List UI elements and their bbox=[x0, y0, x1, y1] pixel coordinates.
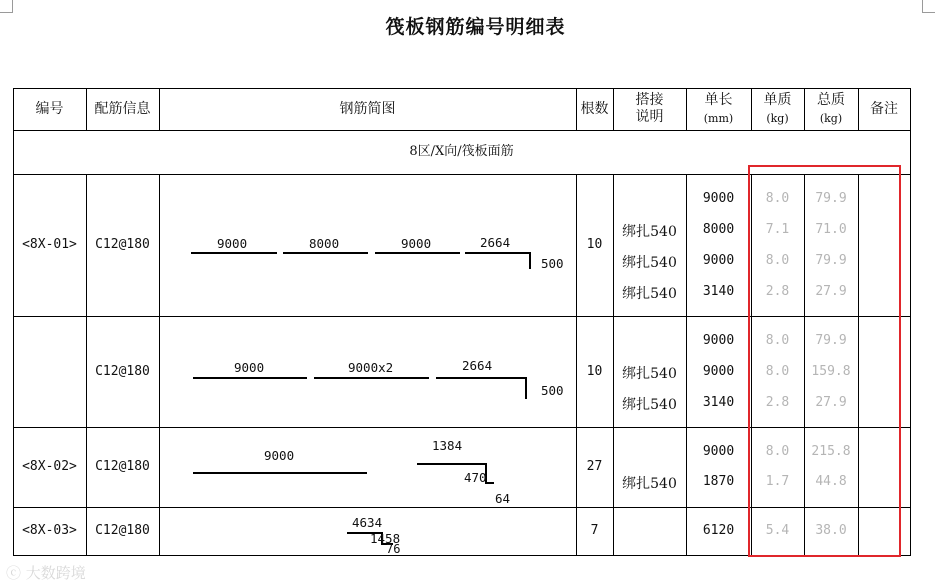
total-mass: 79.9 bbox=[815, 191, 847, 206]
unit-length: 6120 bbox=[702, 523, 735, 538]
header-diagram: 钢筋简图 bbox=[339, 101, 396, 117]
header-rebar-info: 配筋信息 bbox=[94, 101, 151, 117]
col-divider bbox=[159, 174, 160, 556]
rebar-segment bbox=[191, 252, 277, 254]
segment-length-label: 9000x2 bbox=[348, 360, 394, 375]
header-divider bbox=[13, 130, 911, 131]
rebar-segment bbox=[465, 252, 531, 254]
header-lap-bottom: 说明 bbox=[635, 109, 664, 125]
rebar-segment bbox=[193, 377, 307, 379]
highlight-box bbox=[748, 165, 901, 557]
header-unit-mass: 单质 bbox=[763, 92, 792, 108]
total-mass: 38.0 bbox=[815, 523, 847, 538]
unit-length: 9000 bbox=[702, 253, 735, 268]
header-id: 编号 bbox=[35, 101, 64, 117]
header-length-unit: (mm) bbox=[703, 112, 734, 125]
header-lap-top: 搭接 bbox=[635, 92, 664, 108]
segment-length-label: 500 bbox=[541, 256, 564, 271]
unit-mass: 2.8 bbox=[765, 395, 790, 410]
header-total-mass: 总质 bbox=[817, 92, 845, 108]
segment-length-label: 76 bbox=[386, 542, 401, 556]
rebar-info: C12@180 bbox=[95, 237, 150, 252]
lap-note: 绑扎540 bbox=[622, 255, 677, 271]
lap-note: 绑扎540 bbox=[622, 397, 677, 413]
rebar-segment bbox=[193, 472, 367, 474]
table-border-top bbox=[13, 88, 911, 89]
total-mass: 27.9 bbox=[815, 395, 847, 410]
segment-length-label: 1458 bbox=[370, 531, 401, 546]
unit-mass: 8.0 bbox=[765, 444, 790, 459]
unit-length: 3140 bbox=[702, 284, 735, 299]
lap-note: 绑扎540 bbox=[622, 286, 677, 302]
segment-length-label: 500 bbox=[541, 383, 564, 398]
lap-note: 绑扎540 bbox=[622, 366, 677, 382]
lap-note: 绑扎540 bbox=[622, 476, 677, 492]
unit-length: 1870 bbox=[702, 474, 735, 489]
segment-length-label: 9000 bbox=[234, 360, 265, 375]
table-border-right bbox=[910, 88, 911, 556]
unit-length: 9000 bbox=[702, 191, 735, 206]
segment-length-label: 9000 bbox=[401, 236, 432, 251]
page-title: 筏板钢筋编号明细表 bbox=[385, 16, 566, 38]
total-mass: 71.0 bbox=[815, 222, 847, 237]
rebar-segment bbox=[417, 463, 487, 465]
rebar-segment bbox=[375, 252, 460, 254]
header-length: 单长 bbox=[704, 92, 733, 108]
segment-length-label: 4634 bbox=[352, 515, 383, 530]
unit-length: 8000 bbox=[702, 222, 735, 237]
total-mass: 27.9 bbox=[815, 284, 847, 299]
rebar-bend bbox=[525, 377, 527, 399]
unit-length: 9000 bbox=[702, 333, 735, 348]
rebar-segment bbox=[283, 252, 368, 254]
rebar-count: 10 bbox=[586, 237, 603, 252]
total-mass: 79.9 bbox=[815, 253, 847, 268]
rebar-count: 27 bbox=[586, 459, 603, 474]
rebar-count: 7 bbox=[590, 523, 599, 538]
segment-length-label: 1384 bbox=[432, 438, 463, 453]
unit-length: 9000 bbox=[702, 444, 735, 459]
rebar-segment bbox=[314, 377, 429, 379]
rebar-count: 10 bbox=[586, 364, 603, 379]
segment-length-label: 8000 bbox=[309, 236, 340, 251]
segment-length-label: 2664 bbox=[462, 358, 493, 373]
total-mass: 79.9 bbox=[815, 333, 847, 348]
unit-mass: 1.7 bbox=[765, 474, 790, 489]
header-unit-mass-unit: (kg) bbox=[766, 112, 789, 125]
rebar-bend bbox=[529, 252, 531, 269]
unit-mass: 7.1 bbox=[765, 222, 790, 237]
segment-length-label: 470 bbox=[464, 470, 487, 485]
segment-length-label: 2664 bbox=[480, 235, 511, 250]
unit-mass: 2.8 bbox=[765, 284, 790, 299]
rebar-id: <8X-01> bbox=[22, 237, 77, 252]
header-count: 根数 bbox=[580, 101, 609, 117]
header-total-mass-unit: (kg) bbox=[819, 112, 843, 125]
watermark: ⓒ 大数跨境 bbox=[6, 564, 86, 582]
segment-length-label: 9000 bbox=[217, 236, 248, 251]
rebar-info: C12@180 bbox=[95, 459, 150, 474]
unit-mass: 8.0 bbox=[765, 364, 790, 379]
unit-length: 9000 bbox=[702, 364, 735, 379]
rebar-segment bbox=[436, 377, 527, 379]
lap-note: 绑扎540 bbox=[622, 224, 677, 240]
total-mass: 159.8 bbox=[811, 364, 851, 379]
segment-length-label: 9000 bbox=[264, 448, 295, 463]
unit-length: 3140 bbox=[702, 395, 735, 410]
rebar-info: C12@180 bbox=[95, 364, 150, 379]
section-title: 8区/X向/筏板面筋 bbox=[409, 144, 514, 159]
total-mass: 44.8 bbox=[815, 474, 847, 489]
segment-length-label: 64 bbox=[495, 491, 511, 506]
rebar-id: <8X-02> bbox=[22, 459, 77, 474]
header-remark: 备注 bbox=[870, 101, 898, 117]
unit-mass: 8.0 bbox=[765, 333, 790, 348]
total-mass: 215.8 bbox=[811, 444, 851, 459]
rebar-id: <8X-03> bbox=[22, 523, 77, 538]
watermark-text: 大数跨境 bbox=[25, 564, 86, 582]
unit-mass: 5.4 bbox=[765, 523, 790, 538]
rebar-info: C12@180 bbox=[95, 523, 150, 538]
unit-mass: 8.0 bbox=[765, 191, 790, 206]
unit-mass: 8.0 bbox=[765, 253, 790, 268]
